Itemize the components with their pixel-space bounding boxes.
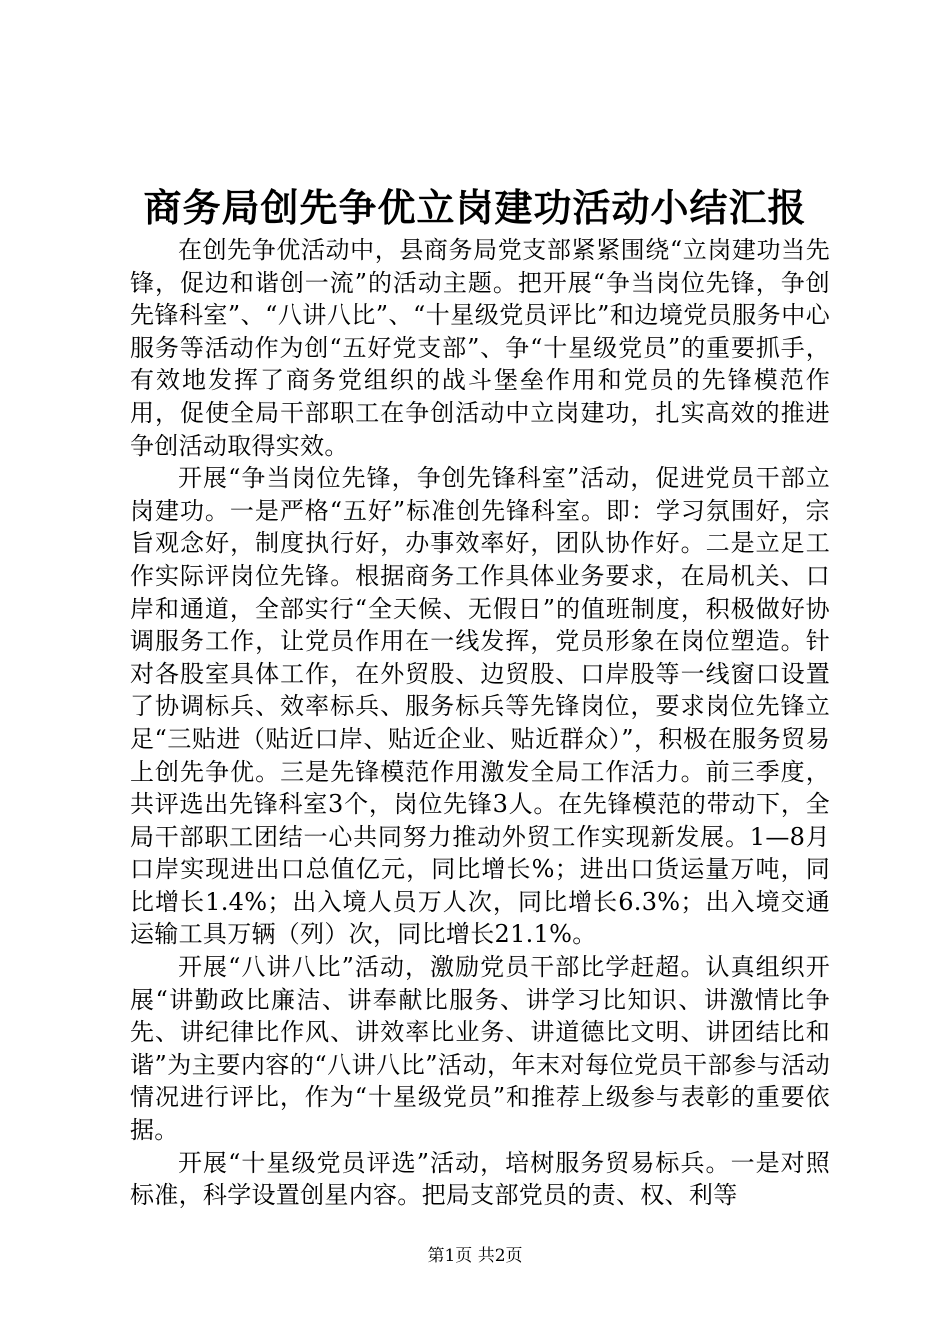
- paragraph-pioneer-activity: 开展“争当岗位先锋，争创先锋科室”活动，促进党员干部立岗建功。一是严格“五好”标准创先锋科室。即：学习氛围好，宗旨观念好，制度执行好，办事效率好，团队协作好。二是立足工作实际评岗位先锋。根据商务工作具体业务要求，在局机关、口岸和通道，全部实行“全天候、无假日”的值班制度，积极做好协调服务工作，让党员作用在一线发挥，党员形象在岗位塑造。针对各股室具体工作，在外贸股、边贸股、口岸股等一线窗口设置了协调标兵、效率标兵、服务标兵等先锋岗位，要求岗位先锋立足“三贴进（贴近口岸、贴近企业、贴近群众）”，积极在服务贸易上创先争优。三是先锋模范作用激发全局工作活力。前三季度，共评选出先锋科室3个，岗位先锋3人。在先锋模范的带动下，全局干部职工团结一心共同努力推动外贸工作实现新发展。1—8月口岸实现进出口总值亿元，同比增长%；进出口货运量万吨，同比增长1.4%；出入境人员万人次，同比增长6.3%；出入境交通运输工具万辆（列）次，同比增长21.1%。: [130, 464, 830, 949]
- page-number-footer: 第1页 共2页: [427, 1246, 523, 1266]
- document-title: 商务局创先争优立岗建功活动小结汇报: [143, 185, 807, 230]
- document-body: [130, 234, 830, 1212]
- paragraph-eight-talks: 开展“八讲八比”活动，激励党员干部比学赶超。认真组织开展“讲勤政比廉洁、讲奉献比服务、讲学习比知识、讲激情比争先、讲纪律比作风、讲效率比业务、讲道德比文明、讲团结比和谐”为主要内容的“八讲八比”活动，年末对每位党员干部参与活动情况进行评比，作为“十星级党员”和推荐上级参与表彰的重要依据。: [130, 953, 830, 1145]
- paragraph-intro: 在创先争优活动中，县商务局党支部紧紧围绕“立岗建功当先锋，促边和谐创一流”的活动主题。把开展“争当岗位先锋，争创先锋科室”、“八讲八比”、“十星级党员评比”和边境党员服务中心服务等活动作为创“五好党支部”、争“十星级党员”的重要抓手，有效地发挥了商务党组织的战斗堡垒作用和党员的先锋模范作用，促使全局干部职工在争创活动中立岗建功，扎实高效的推进争创活动取得实效。: [130, 236, 830, 460]
- paragraph-ten-star: 开展“十星级党员评选”活动，培树服务贸易标兵。一是对照标准，科学设置创星内容。把局支部党员的责、权、利等: [130, 1148, 830, 1210]
